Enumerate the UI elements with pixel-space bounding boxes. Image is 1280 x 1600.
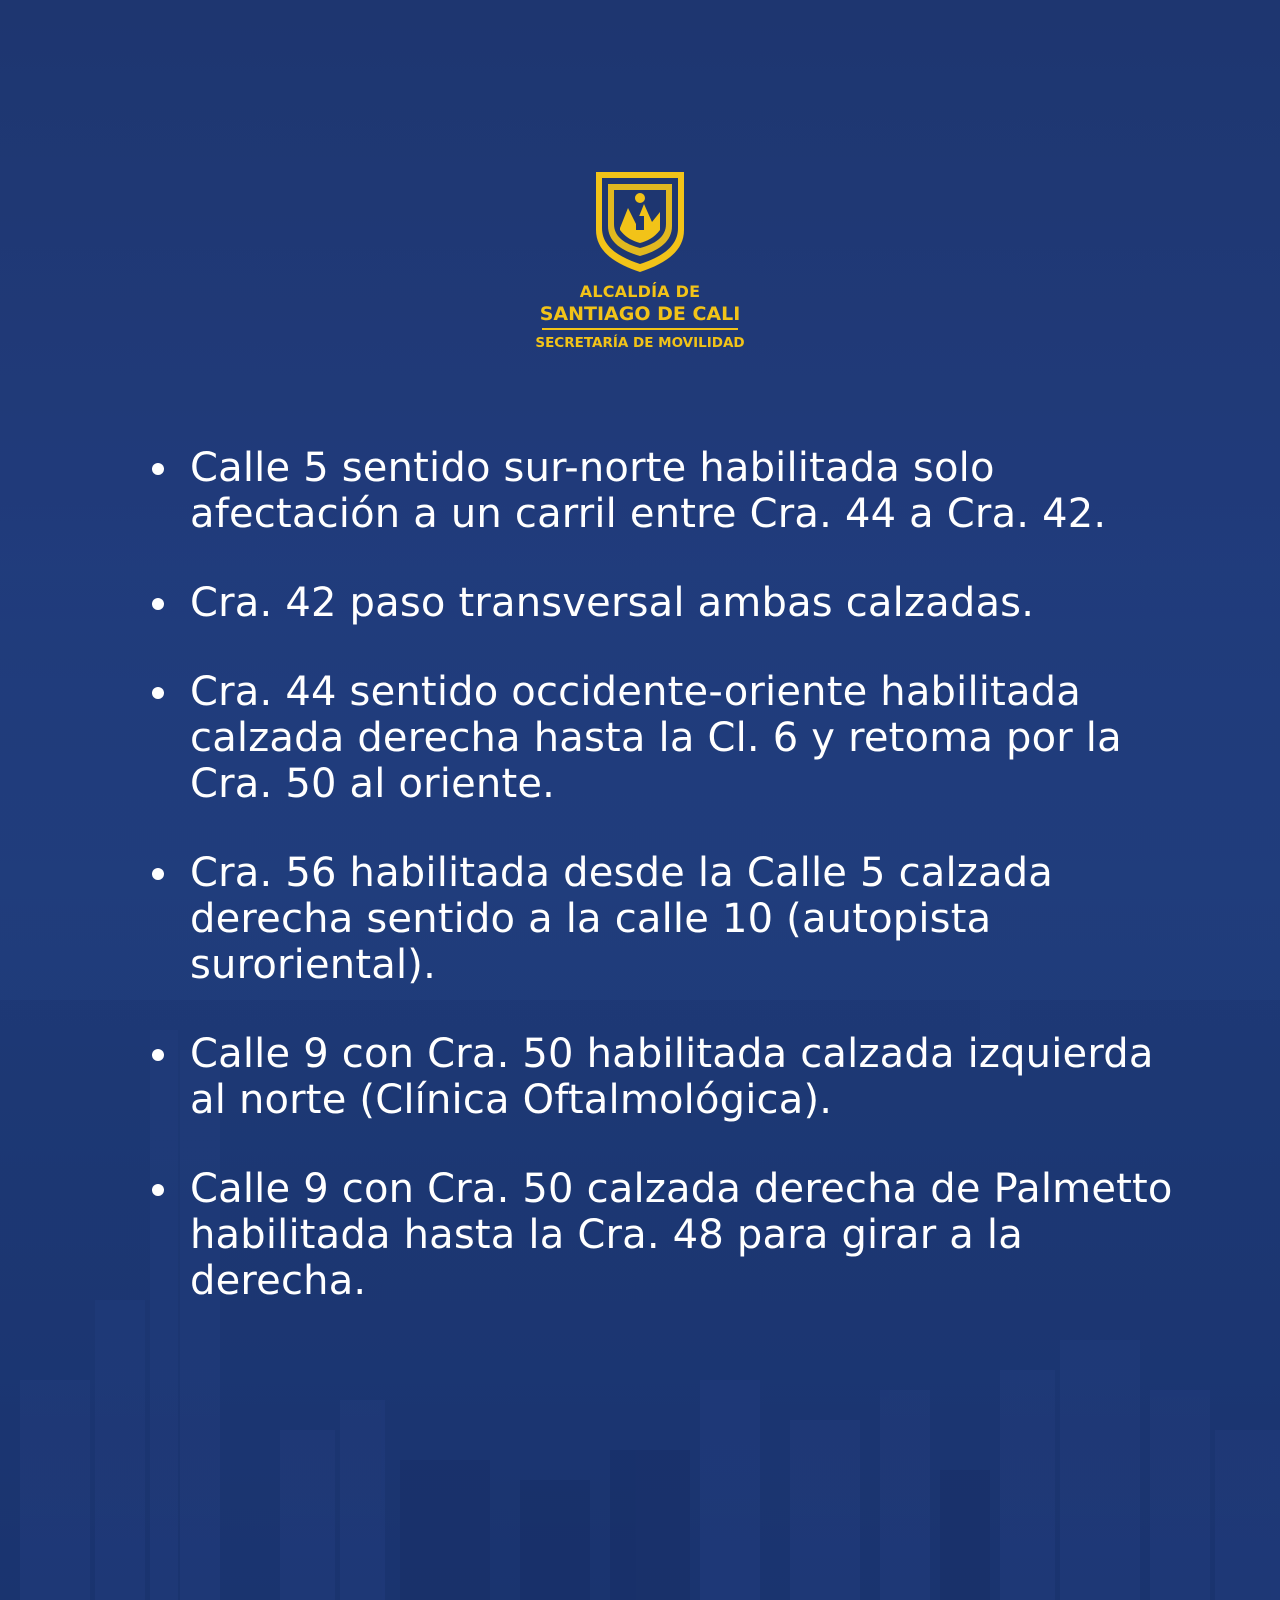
logo-line-alcaldia: ALCALDÍA DE: [579, 282, 701, 301]
bullet-icon: [152, 687, 164, 699]
logo-divider: [542, 328, 738, 330]
list-item: [148, 580, 1178, 626]
logo: [0, 168, 1280, 352]
notice-text: Calle 5 sentido sur-norte habilitada solo afectación a un carril entre Cra. 44 a Cra. 42.: [190, 445, 1107, 537]
notice-text: Cra. 56 habilitada desde la Calle 5 calzada derecha sentido a la calle 10 (autopista suroriental).: [190, 850, 1054, 988]
bullet-icon: [152, 868, 164, 880]
list-item: [148, 669, 1178, 807]
list-item: [148, 445, 1178, 537]
logo-line-santiago-de-cali: SANTIAGO DE CALI: [539, 303, 741, 325]
list-item: [148, 850, 1178, 988]
bullet-icon: [152, 463, 164, 475]
notice-text: Calle 9 con Cra. 50 habilitada calzada izquierda al norte (Clínica Oftalmológica).: [190, 1031, 1154, 1123]
notice-text: Calle 9 con Cra. 50 calzada derecha de Palmetto habilitada hasta la Cra. 48 para girar a la derecha.: [190, 1166, 1173, 1304]
coat-of-arms-icon: [592, 168, 688, 274]
bullet-icon: [152, 598, 164, 610]
bullet-icon: [152, 1049, 164, 1061]
traffic-notices-list: [148, 445, 1178, 1304]
bullet-icon: [152, 1184, 164, 1196]
logo-line-secretaria: SECRETARÍA DE MOVILIDAD: [535, 335, 745, 351]
list-item: [148, 1031, 1178, 1123]
notice-text: Cra. 42 paso transversal ambas calzadas.: [190, 580, 1035, 626]
notice-text: Cra. 44 sentido occidente-oriente habilitada calzada derecha hasta la Cl. 6 y retoma por la Cra. 50 al oriente.: [190, 669, 1122, 807]
list-item: [148, 1166, 1178, 1304]
